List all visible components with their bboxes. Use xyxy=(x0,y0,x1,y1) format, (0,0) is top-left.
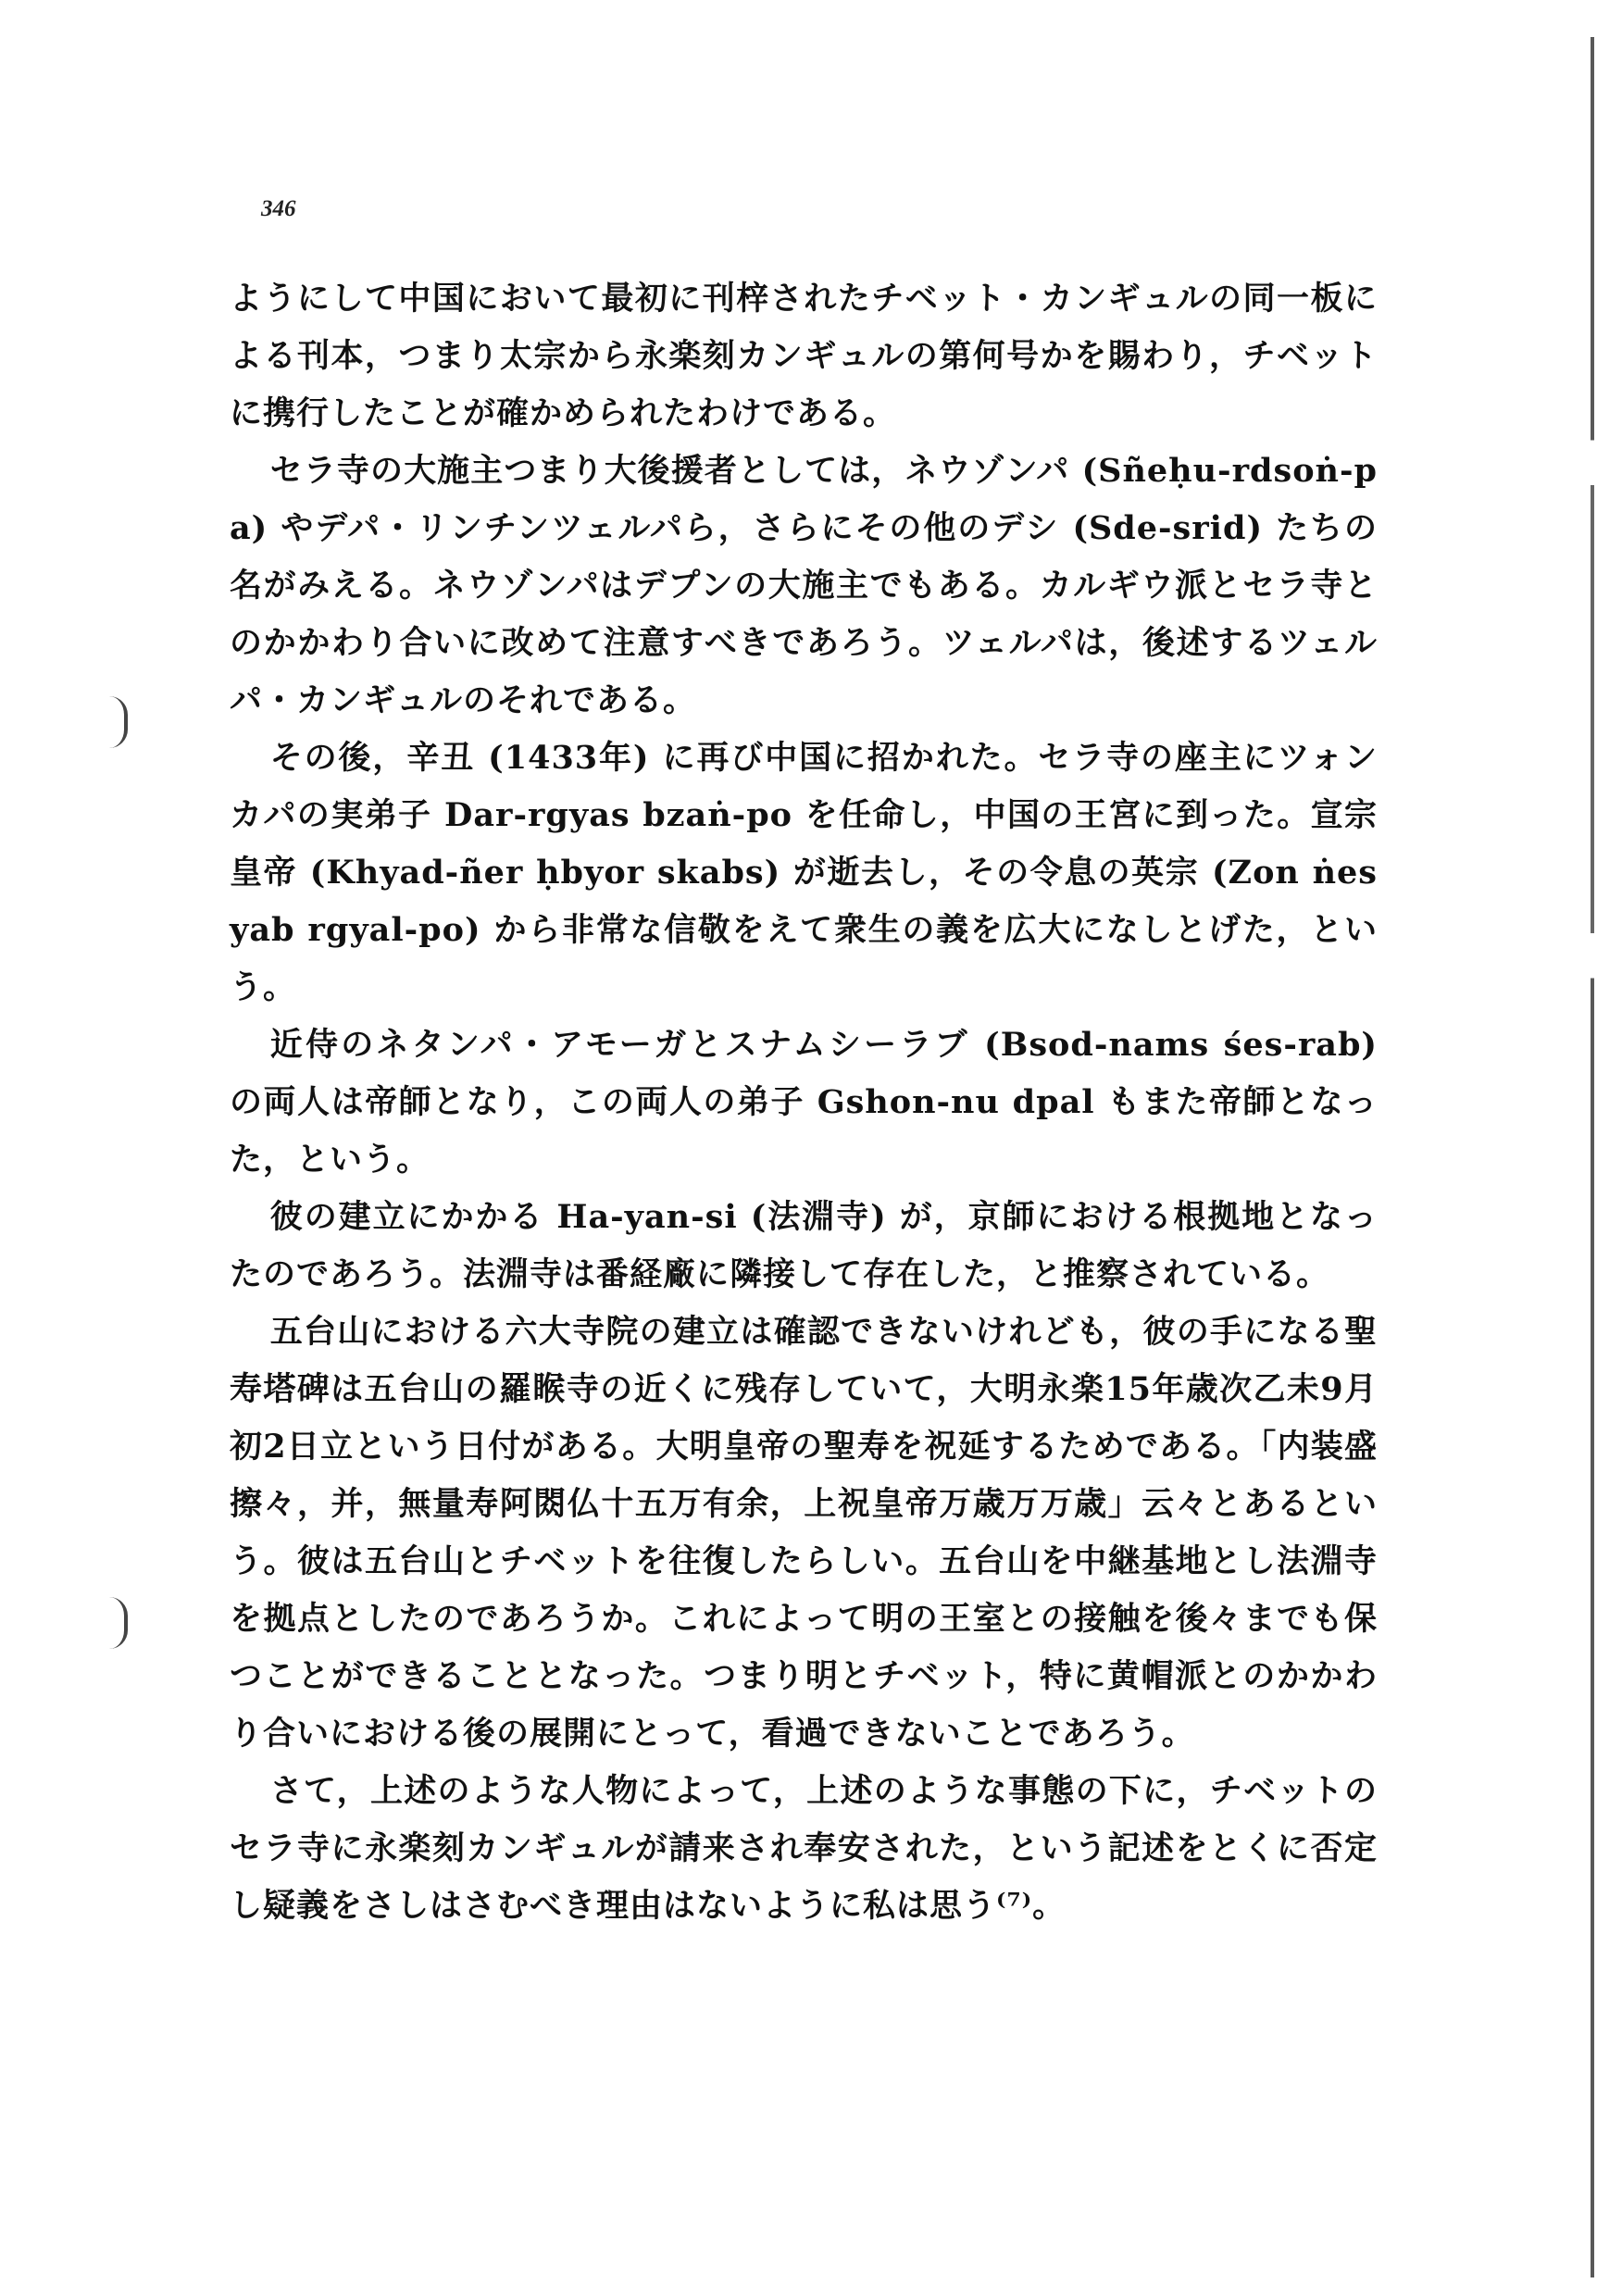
paragraph: その後，辛丑 (1433年) に再び中国に招かれた。セラ寺の座主にツォンカパの実弟子 Dar-rgyas bzaṅ-po を任命し，中国の王宮に到った。宣宗皇帝 (Khyad-ñer ḥbyor skabs) が逝去し，その令息の英宗 (Zon ṅes yab rgyal-po) から非常な信敬をえて衆生の義を広大になしとげた，という。 xyxy=(230,739,1378,1006)
paragraph: 彼の建立にかかる Ha-yan-si (法淵寺) が，京師における根拠地となったのであろう。法淵寺は番経廠に隣接して存在した，と推察されている。 xyxy=(230,1198,1378,1293)
scan-edge-artifact xyxy=(1591,37,1594,2277)
margin-bracket-mark xyxy=(109,696,128,748)
paragraph: さて，上述のような人物によって，上述のような事態の下に，チベットのセラ寺に永楽刻カンギュルが請来され奉安された，という記述をとくに否定し疑義をさしはさむべき理由はないように私は思う⁽⁷⁾。 xyxy=(230,1772,1378,1925)
margin-bracket-mark xyxy=(109,1597,128,1649)
paragraph: 近侍のネタンパ・アモーガとスナムシーラブ (Bsod-nams śes-rab) の両人は帝師となり，この両人の弟子 Gshon-nu dpal もまた帝師となった，という。 xyxy=(230,1026,1378,1179)
paragraph: セラ寺の大施主つまり大後援者としては，ネウゾンパ (Sñeḥu-rdsoṅ-pa) やデパ・リンチンツェルパら，さらにその他のデシ (Sde-srid) たちの名がみえる。ネウゾンパはデプンの大施主でもある。カルギウ派とセラ寺とのかかわり合いに改めて注意すべきであろう。ツェルパは，後述するツェルパ・カンギュルのそれである。 xyxy=(230,452,1378,719)
body-text xyxy=(230,270,1378,1935)
page-number: 346 xyxy=(261,196,296,221)
paragraph: 五台山における六大寺院の建立は確認できないけれども，彼の手になる聖寿塔碑は五台山の羅睺寺の近くに残存していて，大明永楽15年歳次乙未9月初2日立という日付がある。大明皇帝の聖寿を祝延するためである。「内装盛擦々，并，無量寿阿閦仏十五万有余，上祝皇帝万歳万万歳」云々とあるという。彼は五台山とチベットを往復したらしい。五台山を中継基地とし法淵寺を拠点としたのであろうか。これによって明の王室との接触を後々までも保つことができることとなった。つまり明とチベット，特に黄帽派とのかかわり合いにおける後の展開にとって，看過できないことであろう。 xyxy=(230,1313,1378,1753)
paragraph: ようにして中国において最初に刊梓されたチベット・カンギュルの同一板による刊本，つまり太宗から永楽刻カンギュルの第何号かを賜わり，チベットに携行したことが確かめられたわけである。 xyxy=(230,280,1378,432)
